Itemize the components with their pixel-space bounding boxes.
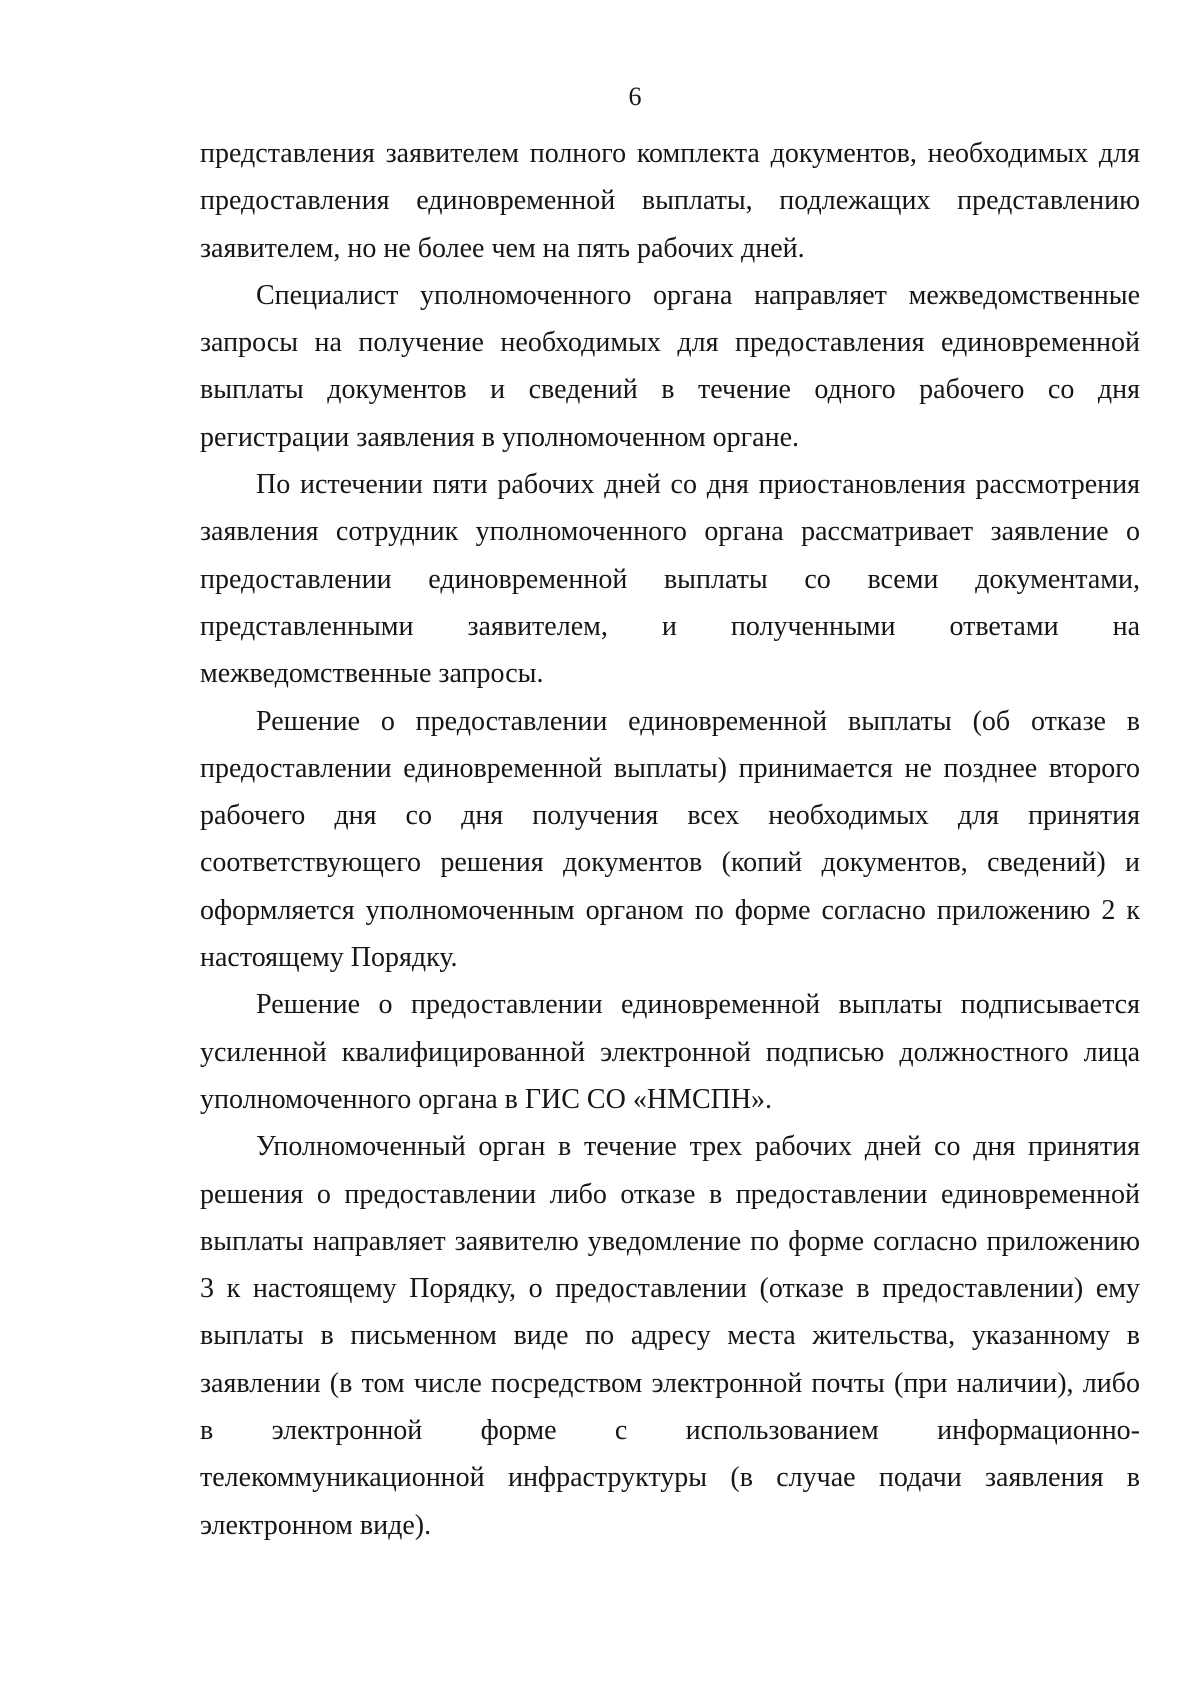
document-body	[200, 130, 1140, 1549]
paragraph-decision-signature: Решение о предоставлении единовременной выплаты подписывается усиленной квалифицированной электронной подписью должностного лица уполномоченного органа в ГИС СО «НМСПН».	[200, 989, 1140, 1115]
page-number: 6	[628, 82, 642, 111]
paragraph-continuation: представления заявителем полного комплекта документов, необходимых для предоставления единовременной выплаты, подлежащих представлению заявителем, но не более чем на пять рабочих дней.	[200, 138, 1140, 264]
paragraph-decision-timing: Решение о предоставлении единовременной выплаты (об отказе в предоставлении единовременной выплаты) принимается не позднее второго рабочего дня со дня получения всех необходимых для принятия соответствующего решения документов (копий документов, сведений) и оформляется уполномоченным органом по форме согласно приложению 2 к настоящему Порядку.	[200, 705, 1140, 974]
paragraph-interagency-requests: Специалист уполномоченного органа направляет межведомственные запросы на получение необходимых для предоставления единовременной выплаты документов и сведений в течение одного рабочего со дня регистрации заявления в уполномоченном органе.	[200, 279, 1140, 453]
paragraph-review-after-suspension: По истечении пяти рабочих дней со дня приостановления рассмотрения заявления сотрудник уполномоченного органа рассматривает заявление о предоставлении единовременной выплаты со всеми документами, представленными заявителем, и полученными ответами на межведомственные запросы.	[200, 469, 1140, 690]
paragraph-notification: Уполномоченный орган в течение трех рабочих дней со дня принятия решения о предоставлении либо отказе в предоставлении единовременной выплаты направляет заявителю уведомление по форме согласно приложению 3 к настоящему Порядку, о предоставлении (отказе в предоставлении) ему выплаты в письменном виде по адресу места жительства, указанному в заявлении (в том числе посредством электронной почты (при наличии), либо в электронной форме с использованием информационно-телекоммуникационной инфраструктуры (в случае подачи заявления в электронном виде).	[200, 1131, 1140, 1541]
